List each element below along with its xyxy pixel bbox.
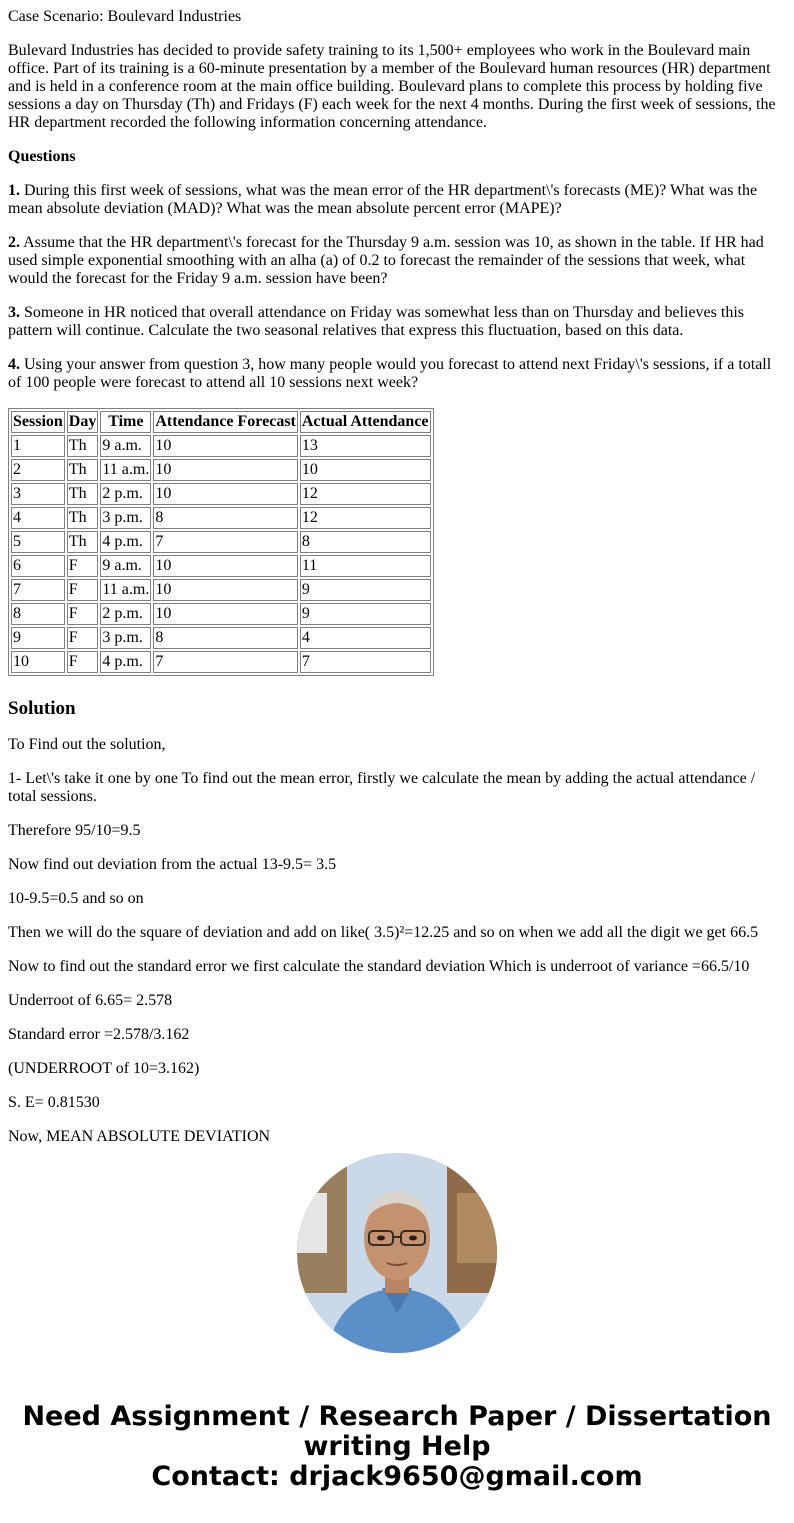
solution-paragraph: Now, MEAN ABSOLUTE DEVIATION — [8, 1128, 271, 1145]
attendance-table — [8, 408, 434, 676]
promo-footer — [0, 1402, 794, 1492]
cell-day: Th — [67, 459, 99, 481]
cell-actual: 8 — [300, 531, 431, 553]
table-row — [11, 459, 431, 481]
cell-forecast: 7 — [153, 651, 298, 673]
cell-forecast: 10 — [153, 555, 298, 577]
table-row — [11, 555, 431, 577]
solution-paragraph: 10-9.5=0.5 and so on — [8, 890, 144, 907]
cell-day: F — [67, 579, 99, 601]
footer-line-2: writing Help — [303, 1431, 491, 1462]
header-day: Day — [67, 411, 99, 433]
question-2: 2. Assume that the HR department\'s forecast for the Thursday 9 a.m. session was 10, as shown in the table. If HR had used simple exponential smoothing with an alha (a) of 0.2 to forecast the remainder of the sessions that week, what would the forecast for the Friday 9 a.m. session have been? — [8, 234, 764, 287]
header-actual-attendance: Actual Attendance — [300, 411, 431, 433]
cell-forecast: 10 — [153, 603, 298, 625]
table-row — [11, 603, 431, 625]
question-1: 1. During this first week of sessions, what was the mean error of the HR department\'s forecasts (ME)? What was the mean absolute deviation (MAD)? What was the mean absolute percent error (MAPE)? — [8, 182, 758, 217]
cell-day: Th — [67, 435, 99, 457]
solution-paragraph: Underroot of 6.65= 2.578 — [8, 992, 173, 1009]
cell-time: 4 p.m. — [100, 531, 151, 553]
solution-paragraph: To Find out the solution, — [8, 736, 166, 753]
table-row — [11, 483, 431, 505]
header-session: Session — [11, 411, 65, 433]
cell-day: F — [67, 603, 99, 625]
cell-day: Th — [67, 483, 99, 505]
cell-forecast: 10 — [153, 459, 298, 481]
solution-paragraph: Now to find out the standard error we first calculate the standard deviation Which is underroot of variance =66.5/10 — [8, 958, 750, 975]
cell-time: 2 p.m. — [100, 603, 151, 625]
table-row — [11, 579, 431, 601]
cell-session: 1 — [11, 435, 65, 457]
cell-time: 2 p.m. — [100, 483, 151, 505]
table-row — [11, 435, 431, 457]
footer-contact: Contact: drjack9650@gmail.com — [151, 1461, 643, 1492]
cell-forecast: 10 — [153, 435, 298, 457]
cell-day: Th — [67, 507, 99, 529]
solution-body — [8, 736, 778, 1146]
table-row — [11, 507, 431, 529]
cell-time: 3 p.m. — [100, 507, 151, 529]
table-row — [11, 531, 431, 553]
header-time: Time — [100, 411, 151, 433]
cell-day: F — [67, 651, 99, 673]
cell-time: 9 a.m. — [100, 435, 151, 457]
cell-actual: 12 — [300, 483, 431, 505]
cell-session: 4 — [11, 507, 65, 529]
cell-actual: 4 — [300, 627, 431, 649]
cell-day: F — [67, 555, 99, 577]
case-title: Case Scenario: Boulevard Industries — [8, 8, 242, 25]
solution-paragraph: Then we will do the square of deviation and add on like( 3.5)²=12.25 and so on when we add all the digit we get 66.5 — [8, 924, 759, 941]
cell-time: 3 p.m. — [100, 627, 151, 649]
cell-forecast: 7 — [153, 531, 298, 553]
cell-time: 9 a.m. — [100, 555, 151, 577]
cell-time: 11 a.m. — [100, 579, 151, 601]
cell-forecast: 10 — [153, 579, 298, 601]
cell-time: 4 p.m. — [100, 651, 151, 673]
header-attendance-forecast: Attendance Forecast — [153, 411, 298, 433]
cell-time: 11 a.m. — [100, 459, 151, 481]
solution-heading: Solution — [8, 698, 76, 719]
solution-paragraph: (UNDERROOT of 10=3.162) — [8, 1060, 200, 1077]
cell-session: 8 — [11, 603, 65, 625]
footer-line-1: Need Assignment / Research Paper / Dissertation — [22, 1401, 772, 1432]
question-3: 3. Someone in HR noticed that overall attendance on Friday was somewhat less than on Thursday and believes this pattern will continue. Calculate the two seasonal relatives that express this fluctuation, based on this data. — [8, 304, 744, 339]
table-header-row — [11, 411, 431, 433]
question-4: 4. Using your answer from question 3, how many people would you forecast to attend next Friday\'s sessions, if a totall of 100 people were forecast to attend all 10 sessions next week? — [8, 356, 772, 391]
cell-actual: 9 — [300, 603, 431, 625]
solution-paragraph: S. E= 0.81530 — [8, 1094, 100, 1111]
questions-heading: Questions — [8, 148, 76, 165]
cell-session: 6 — [11, 555, 65, 577]
solution-paragraph: 1- Let\'s take it one by one To find out the mean error, firstly we calculate the mean by adding the actual attendance / total sessions. — [8, 770, 756, 805]
case-intro: Bulevard Industries has decided to provide safety training to its 1,500+ employees who work in the Boulevard main office. Part of its training is a 60-minute presentation by a member of the Boulevard human resources (HR) department and is held in a conference room at the main office building. Boulevard plans to complete this process by holding five sessions a day on Thursday (Th) and Fridays (F) each week for the next 4 months. During the first week of sessions, the HR department recorded the following information concerning attendance. — [8, 42, 776, 131]
table-row — [11, 651, 431, 673]
document-body — [8, 8, 778, 1162]
cell-day: Th — [67, 531, 99, 553]
cell-day: F — [67, 627, 99, 649]
solution-paragraph: Now find out deviation from the actual 13-9.5= 3.5 — [8, 856, 337, 873]
cell-session: 2 — [11, 459, 65, 481]
cell-actual: 10 — [300, 459, 431, 481]
solution-paragraph: Therefore 95/10=9.5 — [8, 822, 141, 839]
cell-forecast: 8 — [153, 507, 298, 529]
cell-actual: 9 — [300, 579, 431, 601]
cell-session: 5 — [11, 531, 65, 553]
cell-forecast: 10 — [153, 483, 298, 505]
cell-session: 7 — [11, 579, 65, 601]
table-row — [11, 627, 431, 649]
cell-actual: 11 — [300, 555, 431, 577]
cell-session: 10 — [11, 651, 65, 673]
author-photo — [297, 1153, 497, 1353]
author-portrait-image — [297, 1153, 497, 1353]
cell-actual: 7 — [300, 651, 431, 673]
solution-paragraph: Standard error =2.578/3.162 — [8, 1026, 190, 1043]
cell-actual: 12 — [300, 507, 431, 529]
cell-session: 3 — [11, 483, 65, 505]
cell-forecast: 8 — [153, 627, 298, 649]
cell-actual: 13 — [300, 435, 431, 457]
cell-session: 9 — [11, 627, 65, 649]
